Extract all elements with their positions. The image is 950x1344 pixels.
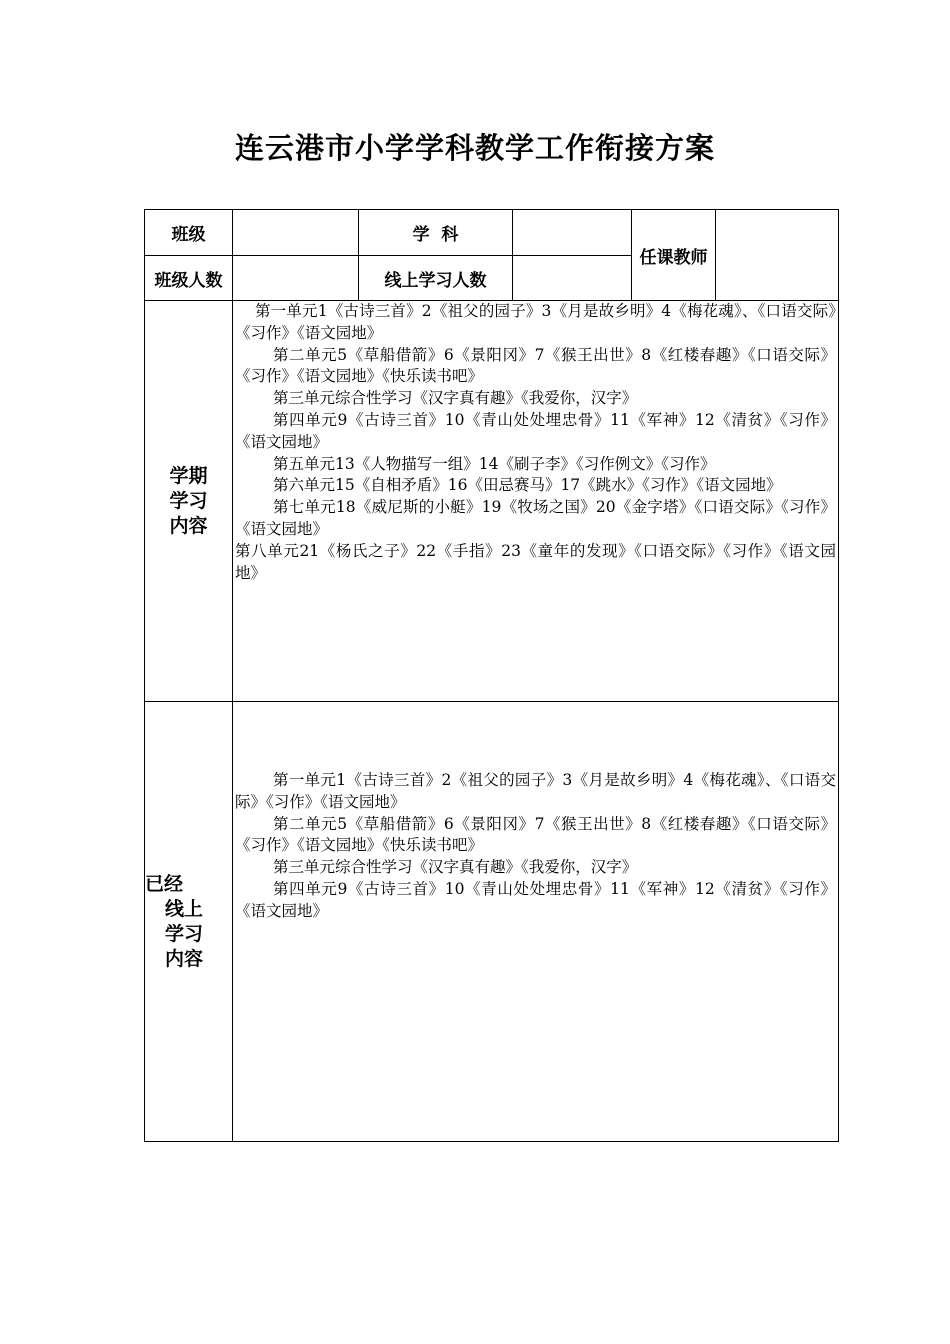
online-count-field[interactable]	[513, 256, 632, 301]
unit-paragraph: 第二单元5《草船借箭》6《景阳冈》7《猴王出世》8《红楼春趣》《口语交际》《习作》《语文园地》《快乐读书吧》	[235, 345, 836, 386]
unit-paragraph: 第六单元15《自相矛盾》16《田忌赛马》17《跳水》《习作》《语文园地》	[273, 476, 782, 495]
unit-paragraph: 第二单元5《草船借箭》6《景阳冈》7《猴王出世》8《红楼春趣》《口语交际》《习作》《语文园地》《快乐读书吧》	[235, 814, 836, 855]
plan-form-table	[144, 209, 839, 1142]
subject-label: 学 科	[359, 210, 513, 256]
unit-paragraph: 第七单元18《威尼斯的小艇》19《牧场之国》20《金字塔》《口语交际》《习作》《语文园地》	[235, 498, 836, 538]
unit-paragraph: 第四单元9《古诗三首》10《青山处处埋忠骨》11《军神》12《清贫》《习作》《语文园地》	[235, 410, 836, 451]
teacher-label: 任课教师	[632, 210, 716, 301]
document-title: 连云港市小学学科教学工作衔接方案	[234, 131, 715, 165]
online-content-label: 已经 线上 学习 内容	[145, 702, 233, 1142]
online-count-label: 线上学习人数	[359, 256, 513, 301]
semester-content-cell[interactable]	[233, 301, 839, 702]
unit-paragraph: 第五单元13《人物描写一组》14《刷子李》《习作例文》《习作》	[273, 454, 716, 473]
class-label: 班级	[145, 210, 233, 256]
online-content-cell[interactable]	[233, 702, 839, 1142]
unit-paragraph: 第一单元1《古诗三首》2《祖父的园子》3《月是故乡明》4《梅花魂》、《口语交际》《习作》《语文园地》	[235, 302, 836, 342]
class-field[interactable]	[233, 210, 359, 256]
class-size-field[interactable]	[233, 256, 359, 301]
teacher-field[interactable]	[716, 210, 839, 301]
unit-paragraph: 第三单元综合性学习《汉字真有趣》《我爱你，汉字》	[273, 858, 638, 877]
unit-paragraph: 第四单元9《古诗三首》10《青山处处埋忠骨》11《军神》12《清贫》《习作》《语文园地》	[235, 879, 836, 920]
unit-paragraph: 第八单元21《杨氏之子》22《手指》23《童年的发现》《口语交际》《习作》《语文园地》	[235, 541, 836, 582]
unit-paragraph: 第一单元1《古诗三首》2《祖父的园子》3《月是故乡明》4《梅花魂》、《口语交际》《习作》《语文园地》	[235, 771, 836, 811]
subject-field[interactable]	[513, 210, 632, 256]
class-size-label: 班级人数	[145, 256, 233, 301]
unit-paragraph: 第三单元综合性学习《汉字真有趣》《我爱你，汉字》	[273, 389, 638, 408]
semester-content-label: 学期 学习 内容	[145, 301, 233, 702]
